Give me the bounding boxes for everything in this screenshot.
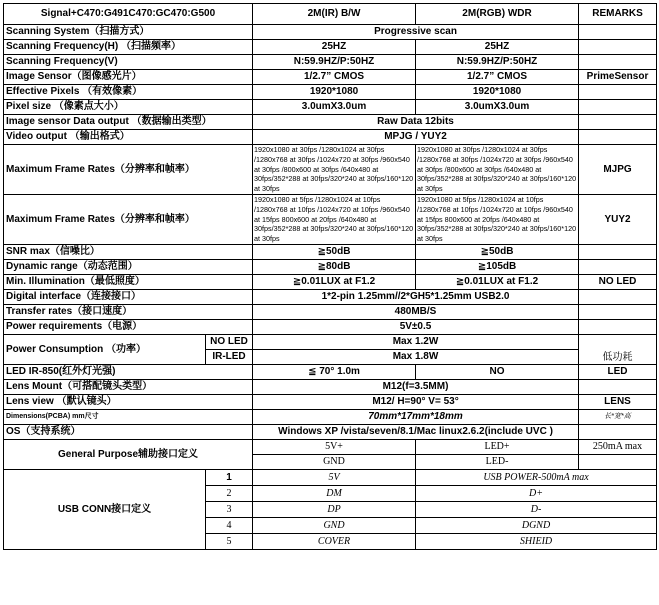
table-row bbox=[4, 335, 657, 350]
row-value: Raw Data 12bits bbox=[253, 115, 579, 130]
remarks-cell bbox=[579, 245, 657, 260]
rgb-value: LED- bbox=[416, 455, 579, 470]
table-row bbox=[4, 305, 657, 320]
pin-number: 3 bbox=[206, 502, 253, 518]
remarks-column-header: REMARKS bbox=[579, 4, 657, 25]
rgb-value: ≧50dB bbox=[416, 245, 579, 260]
row-label: Image Sensor（图像感光片） bbox=[4, 70, 253, 85]
ir-value: ≧0.01LUX at F1.2 bbox=[253, 275, 416, 290]
row-value: M12(f=3.5MM) bbox=[253, 380, 579, 395]
table-row bbox=[4, 425, 657, 440]
ir-value: 5V+ bbox=[253, 440, 416, 455]
rgb-value: 25HZ bbox=[416, 40, 579, 55]
table-row bbox=[4, 260, 657, 275]
row-label: Effective Pixels （有效像素） bbox=[4, 85, 253, 100]
ir-value: ≦ 70° 1.0m bbox=[253, 365, 416, 380]
ir-value: GND bbox=[253, 455, 416, 470]
row-label: Lens Mount（可搭配镜头类型） bbox=[4, 380, 253, 395]
table-row bbox=[4, 290, 657, 305]
row-value: Max 1.8W bbox=[253, 350, 579, 365]
pin-description: USB POWER-500mA max bbox=[416, 470, 657, 486]
rgb-value: 1920x1080 at 5fps /1280x1024 at 10fps /1280x768 at 10fps /1024x720 at 10fps /960x540 at 15fps 800x600 at 20fps /640x480 at 30fps/352*288 at 30fps/320*240 at 30fps/160*120 at 30fps bbox=[416, 195, 579, 245]
pin-description: SHIEID bbox=[416, 534, 657, 550]
remarks-cell: NO LED bbox=[579, 275, 657, 290]
pin-description: D- bbox=[416, 502, 657, 518]
remarks-cell bbox=[579, 100, 657, 115]
row-value: 1*2-pin 1.25mm//2*GH5*1.25mm USB2.0 bbox=[253, 290, 579, 305]
row-label: Image sensor Data output （数据输出类型） bbox=[4, 115, 253, 130]
pin-signal: DM bbox=[253, 486, 416, 502]
remarks-cell: YUY2 bbox=[579, 195, 657, 245]
rgb-value: ≧0.01LUX at F1.2 bbox=[416, 275, 579, 290]
remarks-cell bbox=[579, 425, 657, 440]
pin-number: 1 bbox=[206, 470, 253, 486]
table-row bbox=[4, 365, 657, 380]
rgb-value: 1920*1080 bbox=[416, 85, 579, 100]
pin-description: DGND bbox=[416, 518, 657, 534]
table-row bbox=[4, 40, 657, 55]
table-row bbox=[4, 395, 657, 410]
remarks-cell bbox=[579, 290, 657, 305]
row-value: Progressive scan bbox=[253, 25, 579, 40]
rgb-value: NO bbox=[416, 365, 579, 380]
row-value: M12/ H=90° V= 53° bbox=[253, 395, 579, 410]
row-value: Max 1.2W bbox=[253, 335, 579, 350]
remarks-cell bbox=[579, 260, 657, 275]
row-label: Power requirements（电源） bbox=[4, 320, 253, 335]
table-row bbox=[4, 25, 657, 40]
row-value: 70mm*17mm*18mm bbox=[253, 410, 579, 425]
rgb-value: 1/2.7” CMOS bbox=[416, 70, 579, 85]
row-value: 480MB/S bbox=[253, 305, 579, 320]
remarks-cell: MJPG bbox=[579, 145, 657, 195]
table-row bbox=[4, 145, 657, 195]
table-row bbox=[4, 115, 657, 130]
remarks-cell bbox=[579, 25, 657, 40]
remarks-cell bbox=[579, 305, 657, 320]
table-row bbox=[4, 130, 657, 145]
ir-value: ≧50dB bbox=[253, 245, 416, 260]
table-row bbox=[4, 245, 657, 260]
sub-label-no-led: NO LED bbox=[206, 335, 253, 350]
pin-signal: COVER bbox=[253, 534, 416, 550]
remarks-cell bbox=[579, 320, 657, 335]
row-label: LED IR-850(红外灯光强) bbox=[4, 365, 253, 380]
rgb-value: 1920x1080 at 30fps /1280x1024 at 30fps /1280x768 at 30fps /1024x720 at 30fps /960x540 at 30fps /800x600 at 30fps /640x480 at 30fps/352*288 at 30fps/320*240 at 30fps/160*120 at 30fps bbox=[416, 145, 579, 195]
table-row bbox=[4, 380, 657, 395]
row-label: Dynamic range（动态范围） bbox=[4, 260, 253, 275]
table-row bbox=[4, 195, 657, 245]
sub-label-ir-led: IR-LED bbox=[206, 350, 253, 365]
row-label: Power Consumption （功率） bbox=[4, 335, 206, 365]
table-row bbox=[4, 275, 657, 290]
spec-table bbox=[3, 3, 657, 550]
remarks-cell: 长*宽*高 bbox=[579, 410, 657, 425]
table-row bbox=[4, 85, 657, 100]
ir-value: 3.0umX3.0um bbox=[253, 100, 416, 115]
rgb-value: LED+ bbox=[416, 440, 579, 455]
table-row bbox=[4, 470, 657, 486]
row-label: Digital interface（连接接口） bbox=[4, 290, 253, 305]
ir-value: 1/2.7” CMOS bbox=[253, 70, 416, 85]
table-row bbox=[4, 70, 657, 85]
rgb-column-header: 2M(RGB) WDR bbox=[416, 4, 579, 25]
pin-description: D+ bbox=[416, 486, 657, 502]
ir-value: ≧80dB bbox=[253, 260, 416, 275]
row-label: Transfer rates（接口速度） bbox=[4, 305, 253, 320]
row-label: SNR max（信噪比） bbox=[4, 245, 253, 260]
row-label: Scanning System（扫描方式） bbox=[4, 25, 253, 40]
pin-signal: 5V bbox=[253, 470, 416, 486]
row-label: Maximum Frame Rates（分辨率和帧率） bbox=[4, 195, 253, 245]
remarks-cell bbox=[579, 85, 657, 100]
table-row bbox=[4, 320, 657, 335]
row-label: Dimensions(PCBA) mm尺寸 bbox=[4, 410, 253, 425]
row-label: Maximum Frame Rates（分辨率和帧率） bbox=[4, 145, 253, 195]
row-label: OS（支持系统） bbox=[4, 425, 253, 440]
pin-number: 4 bbox=[206, 518, 253, 534]
row-value: 5V±0.5 bbox=[253, 320, 579, 335]
ir-value: 1920x1080 at 5fps /1280x1024 at 10fps /1280x768 at 10fps /1024x720 at 10fps /960x540 at 15fps 800x600 at 20fps /640x480 at 30fps/352*288 at 30fps/320*240 at 30fps/160*120 at 30fps bbox=[253, 195, 416, 245]
row-value: MPJG / YUY2 bbox=[253, 130, 579, 145]
remarks-cell: LENS bbox=[579, 395, 657, 410]
row-label: USB CONN接口定义 bbox=[4, 470, 206, 550]
remarks-cell bbox=[579, 380, 657, 395]
rgb-value: N:59.9HZ/P:50HZ bbox=[416, 55, 579, 70]
remarks-cell: 250mA max bbox=[579, 440, 657, 455]
remarks-cell bbox=[579, 55, 657, 70]
remarks-cell bbox=[579, 40, 657, 55]
rgb-value: 3.0umX3.0um bbox=[416, 100, 579, 115]
remarks-cell: LED bbox=[579, 365, 657, 380]
row-label: General Purpose辅助接口定义 bbox=[4, 440, 253, 470]
header-row bbox=[4, 4, 657, 25]
remarks-cell: PrimeSensor bbox=[579, 70, 657, 85]
pin-signal: DP bbox=[253, 502, 416, 518]
table-row bbox=[4, 440, 657, 455]
ir-column-header: 2M(IR) B/W bbox=[253, 4, 416, 25]
remarks-cell bbox=[579, 130, 657, 145]
row-label: Scanning Frequency(H) （扫描频率） bbox=[4, 40, 253, 55]
table-row bbox=[4, 55, 657, 70]
table-row bbox=[4, 410, 657, 425]
row-label: Scanning Frequency(V) bbox=[4, 55, 253, 70]
remarks-cell bbox=[579, 455, 657, 470]
table-row bbox=[4, 100, 657, 115]
ir-value: 25HZ bbox=[253, 40, 416, 55]
pin-number: 2 bbox=[206, 486, 253, 502]
row-label: Pixel size （像素点大小） bbox=[4, 100, 253, 115]
rgb-value: ≧105dB bbox=[416, 260, 579, 275]
ir-value: 1920*1080 bbox=[253, 85, 416, 100]
row-label: Min. Illumination（最低照度） bbox=[4, 275, 253, 290]
remarks-cell bbox=[579, 115, 657, 130]
ir-value: N:59.9HZ/P:50HZ bbox=[253, 55, 416, 70]
pin-number: 5 bbox=[206, 534, 253, 550]
row-value: Windows XP /vista/seven/8.1/Mac linux2.6.2(include UVC ) bbox=[253, 425, 579, 440]
model-header: Signal+C470:G491C470:GC470:G500 bbox=[4, 4, 253, 25]
ir-value: 1920x1080 at 30fps /1280x1024 at 30fps /1280x768 at 30fps /1024x720 at 30fps /960x540 at 30fps /800x600 at 30fps /640x480 at 30fps/352*288 at 30fps/320*240 at 30fps/160*120 at 30fps bbox=[253, 145, 416, 195]
row-label: Video output （输出格式） bbox=[4, 130, 253, 145]
remarks-cell: 低功耗 bbox=[579, 335, 657, 365]
row-label: Lens view （默认镜头） bbox=[4, 395, 253, 410]
pin-signal: GND bbox=[253, 518, 416, 534]
